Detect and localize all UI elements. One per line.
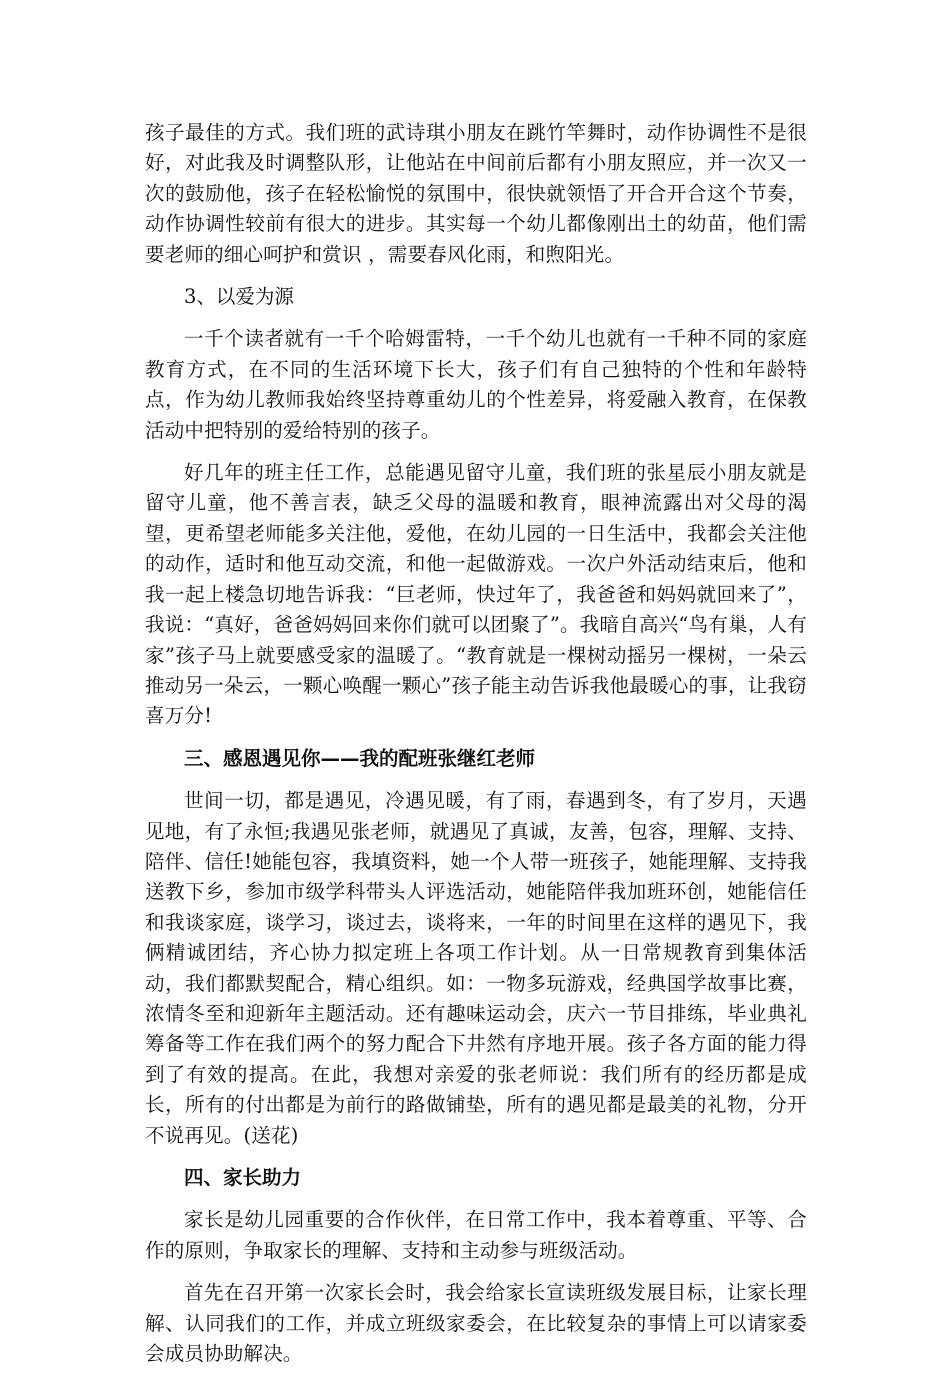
subsection-title-love: 3、以爱为源	[184, 285, 294, 309]
section-title-gratitude: 三、感恩遇见你——我的配班张继红老师	[184, 746, 536, 770]
paragraph-colleague: 世间一切，都是遇见，冷遇见暖，有了雨，春遇到冬，有了岁月，天遇见地，有了永恒;我遇见张老师，就遇见了真诚，友善，包容，理解、支持、陪伴、信任!她能包容，我填资料，她一个人带一班孩子，她能理解、支持我送教下乡，参加市级学科带头人评选活动，她能陪伴我加班环创，她能信任和我谈家庭，谈学习，谈过去，谈将来，一年的时间里在这样的遇见下，我俩精诚团结，齐心协力拟定班上各项工作计划。从一日常规教育到集体活动，我们都默契配合，精心组织。如：一物多玩游戏，经典国学故事比赛，浓情冬至和迎新年主题活动。还有趣味运动会，庆六一节目排练，毕业典礼筹备等工作在我们两个的努力配合下井然有序地开展。孩子各方面的能力得到了有效的提高。在此，我想对亲爱的张老师说：我们所有的经历都是成长，所有的付出都是为前行的路做铺垫，所有的遇见都是最美的礼物，分开不说再见。(送花)	[145, 789, 807, 1147]
paragraph-coordination-story: 孩子最佳的方式。我们班的武诗琪小朋友在跳竹竿舞时，动作协调性不是很好，对此我及时调整队形，让他站在中间前后都有小朋友照应，并一次又一次的鼓励他，孩子在轻松愉悦的氛围中，很快就领悟了开合开合这个节奏，动作协调性较前有很大的进步。其实每一个幼儿都像刚出土的幼苗，他们需要老师的细心呵护和赏识 ，需要春风化雨，和煦阳光。	[145, 121, 807, 266]
paragraph-parents-meeting: 首先在召开第一次家长会时，我会给家长宣读班级发展目标，让家长理解、认同我们的工作，并成立班级家委会，在比较复杂的事情上可以请家委会成员协助解决。	[145, 1281, 807, 1366]
section-title-parents: 四、家长助力	[184, 1166, 302, 1189]
paragraph-parents-partnership: 家长是幼儿园重要的合作伙伴，在日常工作中，我本着尊重、平等、合作的原则，争取家长的理解、支持和主动参与班级活动。	[145, 1208, 807, 1262]
paragraph-left-behind-child: 好几年的班主任工作，总能遇见留守儿童，我们班的张星辰小朋友就是留守儿童，他不善言表，缺乏父母的温暖和教育，眼神流露出对父母的渴望，更希望老师能多关注他，爱他，在幼儿园的一日生活中，我都会关注他的动作，适时和他互动交流，和他一起做游戏。一次户外活动结束后，他和我一起上楼急切地告诉我：“巨老师，快过年了，我爸爸和妈妈就回来了”，我说：“真好，爸爸妈妈回来你们就可以团聚了”。我暗自高兴“鸟有巢，人有家”孩子马上就要感受家的温暖了。“教育就是一棵树动摇另一棵树，一朵云推动另一朵云，一颗心唤醒一颗心”孩子能主动告诉我他最暖心的事，让我窃喜万分!	[145, 461, 807, 728]
paragraph-individual-differences: 一千个读者就有一千个哈姆雷特，一千个幼儿也就有一千种不同的家庭教育方式，在不同的生活环境下长大，孩子们有自己独特的个性和年龄特点，作为幼儿教师我始终坚持尊重幼儿的个性差异，将爱融入教育，在保教活动中把特别的爱给特别的孩子。	[145, 327, 807, 442]
document-page	[145, 118, 807, 1381]
